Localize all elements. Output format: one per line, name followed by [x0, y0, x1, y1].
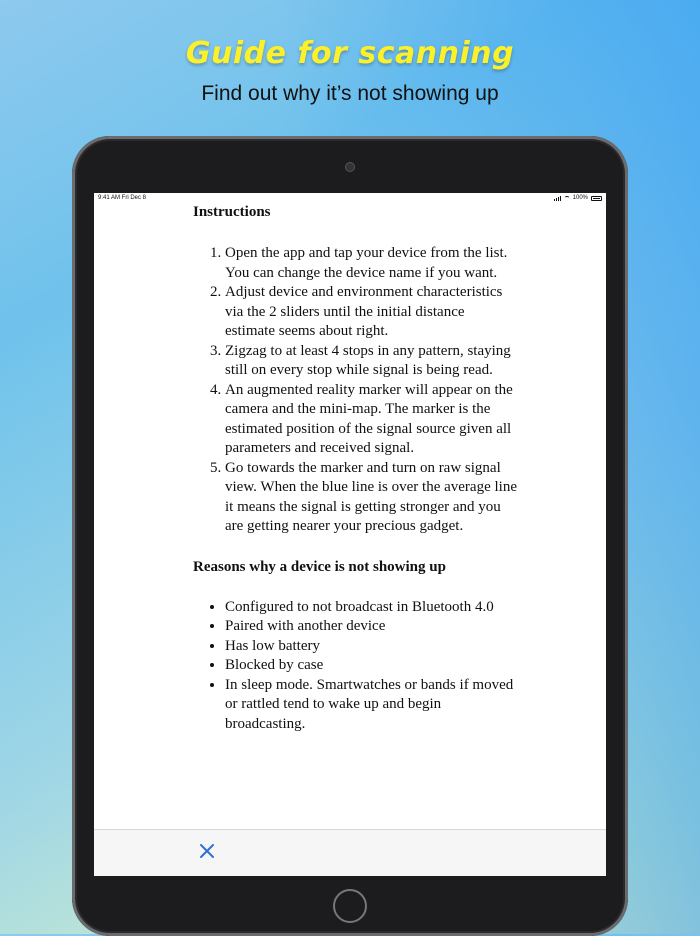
reason-item: • Has low battery — [225, 637, 518, 657]
instruction-step: 4. An augmented reality marker will appear on the camera and the mini-map. The marker is the estimated position of the signal source given all parameters and received signal. — [225, 381, 518, 459]
instruction-step: 2. Adjust device and environment characteristics via the 2 sliders until the initial distance estimate seems about right. — [225, 283, 518, 342]
reasons-list — [193, 598, 518, 735]
instruction-step: 3. Zigzag to at least 4 stops in any pattern, staying still on every stop while signal is being read. — [225, 342, 518, 381]
cellular-signal-icon — [554, 196, 561, 201]
guide-content — [193, 203, 518, 734]
device-screen — [94, 193, 606, 876]
status-bar — [94, 193, 606, 203]
battery-icon — [591, 196, 602, 201]
front-camera — [346, 163, 354, 171]
status-time: 9:41 AM Fri Dec 8 — [98, 195, 147, 201]
reason-item: • In sleep mode. Smartwatches or bands if moved or rattled tend to wake up and begin broadcasting. — [225, 676, 518, 735]
instructions-list — [193, 244, 518, 537]
reasons-heading: Reasons why a device is not showing up — [193, 558, 446, 575]
reason-item: • Blocked by case — [225, 656, 518, 676]
battery-percent: 100% — [572, 195, 588, 201]
home-button[interactable] — [333, 889, 367, 923]
instruction-step: 5. Go towards the marker and turn on raw signal view. When the blue line is over the average line it means the signal is getting stronger and you are getting nearer your precious gadget. — [225, 459, 518, 537]
reason-item: • Paired with another device — [225, 617, 518, 637]
wifi-icon — [564, 196, 570, 200]
instructions-heading: Instructions — [193, 204, 271, 220]
instruction-step: 1. Open the app and tap your device from the list. You can change the device name if you want. — [225, 244, 518, 283]
reason-item: • Configured to not broadcast in Bluetooth 4.0 — [225, 598, 518, 618]
close-button[interactable] — [198, 842, 216, 860]
close-icon — [198, 842, 216, 860]
promo-headline: Guide for scanning — [185, 36, 515, 71]
bottom-toolbar — [94, 829, 606, 876]
promo-subheadline: Find out why it’s not showing up — [201, 82, 499, 105]
status-indicators — [554, 195, 602, 201]
